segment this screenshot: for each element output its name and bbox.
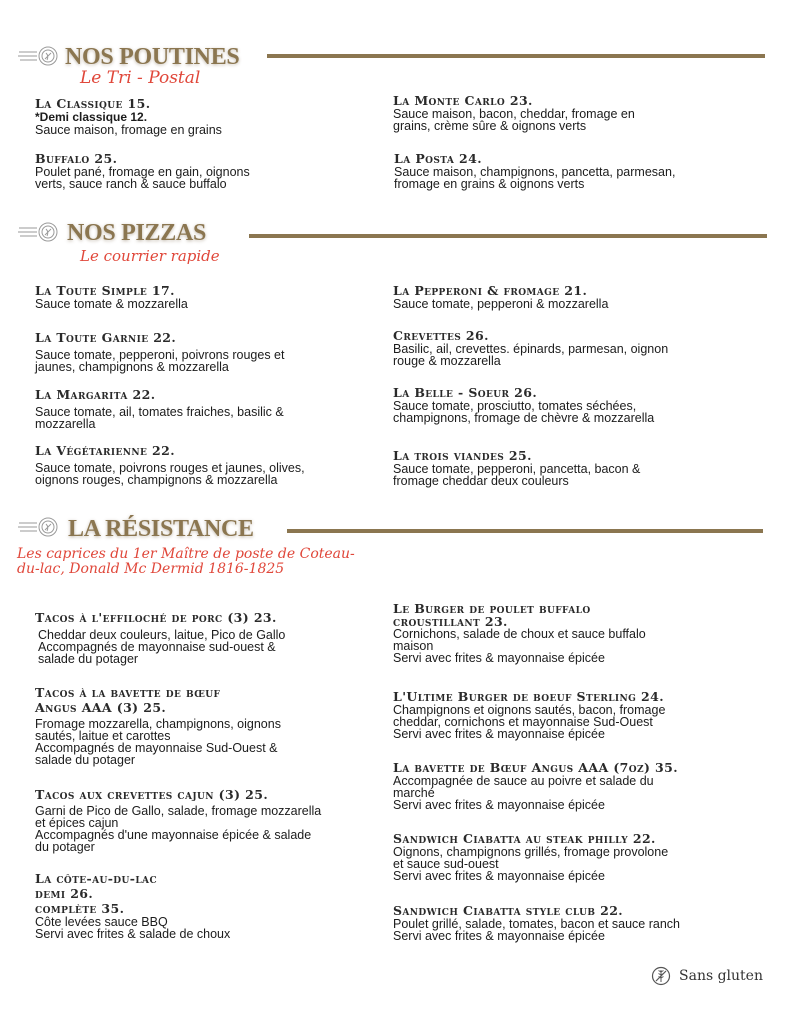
item-name: La Margarita 22. xyxy=(35,387,156,402)
section-divider xyxy=(287,529,763,533)
item-description: Cornichons, salade de choux et sauce buffalo xyxy=(393,627,646,641)
item-name: La trois viandes 25. xyxy=(393,448,532,463)
item-description: Garni de Pico de Gallo, salade, fromage mozzarella xyxy=(35,804,322,818)
section-title-pizzas: NOS PIZZAS xyxy=(67,220,207,246)
item-name: La Toute Simple 17. xyxy=(35,283,175,298)
item-name: La bavette de Bœuf Angus AAA (7oz) 35. xyxy=(393,760,678,775)
menu-item xyxy=(35,610,285,665)
item-name: La Toute Garnie 22. xyxy=(35,330,177,345)
item-name: Buffalo 25. xyxy=(35,151,118,166)
item-description: Accompagnés de mayonnaise Sud-Ouest & xyxy=(35,741,278,755)
item-description: Sauce maison, fromage en grains xyxy=(35,123,222,137)
subtitle-line: du-lac, Donald Mc Dermid 1816-1825 xyxy=(17,561,285,578)
item-description: jaunes, champignons & mozzarella xyxy=(35,360,229,374)
item-name: Le Burger de poulet buffalo xyxy=(393,601,591,616)
menu-item xyxy=(393,448,640,487)
section-title-poutines: NOS POUTINES xyxy=(65,44,240,70)
section-subtitle-pizzas: Le courrier rapide xyxy=(80,247,220,265)
menu-item xyxy=(393,283,608,310)
item-name: demi 26. xyxy=(35,886,94,901)
menu-item xyxy=(393,760,678,811)
section-divider xyxy=(267,54,765,58)
item-description: Servi avec frites & salade de choux xyxy=(35,927,231,941)
item-description: champignons, fromage de chèvre & mozzarella xyxy=(393,411,655,425)
item-description: et épices cajun xyxy=(35,816,119,830)
section-divider xyxy=(249,234,767,238)
item-description: maison xyxy=(393,639,434,653)
item-name: La Belle - Soeur 26. xyxy=(393,385,538,400)
item-description: sautés, laitue et carottes xyxy=(35,729,171,743)
menu-item xyxy=(393,93,635,132)
item-name: Tacos aux crevettes cajun (3) 25. xyxy=(35,787,269,802)
subtitle-line: Les caprices du 1er Maître de poste de Coteau- xyxy=(17,546,355,562)
item-description: Poulet grillé, salade, tomates, bacon et sauce ranch xyxy=(393,917,680,931)
item-description: Oignons, champignons grillés, fromage provolone xyxy=(393,845,669,859)
item-description: Servi avec frites & mayonnaise épicée xyxy=(393,929,605,943)
item-name: complète 35. xyxy=(35,901,125,916)
item-description: fromage en grains & oignons verts xyxy=(394,177,585,191)
item-description: salade du potager xyxy=(35,753,136,767)
menu-item xyxy=(35,387,284,430)
menu-item xyxy=(35,283,188,310)
menu-item xyxy=(393,602,646,664)
item-description: Sauce tomate & mozzarella xyxy=(35,297,188,311)
menu-item xyxy=(393,385,654,424)
item-description: marché xyxy=(393,786,435,800)
item-name: Angus AAA (3) 25. xyxy=(35,700,167,715)
item-description: Sauce maison, champignons, pancetta, parmesan, xyxy=(394,165,676,179)
item-name: L'Ultime Burger de boeuf Sterling 24. xyxy=(393,689,664,704)
item-name: Crevettes 26. xyxy=(393,328,489,343)
item-description: Côte levées sauce BBQ xyxy=(35,915,168,929)
item-description: Sauce tomate, pepperoni, pancetta, bacon & xyxy=(393,462,641,476)
menu-item xyxy=(35,96,222,136)
item-description: Basilic, ail, crevettes. épinards, parmesan, oignon xyxy=(393,342,669,356)
item-description: Accompagnés de mayonnaise sud-ouest & xyxy=(38,640,276,654)
item-name: Sandwich Ciabatta au steak philly 22. xyxy=(393,831,656,846)
postmark-stamp-icon xyxy=(17,220,63,244)
item-description: Poulet pané, fromage en gain, oignons xyxy=(35,165,250,179)
menu-item xyxy=(35,330,284,373)
item-description: mozzarella xyxy=(35,417,96,431)
postmark-stamp-icon xyxy=(17,515,63,539)
item-description: Sauce tomate, pepperoni & mozzarella xyxy=(393,297,609,311)
legend-label: Sans gluten xyxy=(679,968,763,984)
section-subtitle-poutines: Le Tri - Postal xyxy=(80,68,201,88)
menu-item xyxy=(393,689,665,740)
item-description: Sauce tomate, prosciutto, tomates séchées, xyxy=(393,399,637,413)
item-name: La Monte Carlo 23. xyxy=(393,93,533,108)
section-subtitle-resistance xyxy=(17,547,355,578)
item-name: La Classique 15. xyxy=(35,96,151,111)
item-description: Accompagnée de sauce au poivre et salade du xyxy=(393,774,654,788)
gluten-free-icon xyxy=(651,966,671,986)
item-description: Accompagnés d'une mayonnaise épicée & salade xyxy=(35,828,312,842)
item-description: Servi avec frites & mayonnaise épicée xyxy=(393,727,605,741)
item-name: Tacos à la bavette de bœuf xyxy=(35,685,221,700)
item-name: La Pepperoni & fromage 21. xyxy=(393,283,588,298)
item-description: Sauce maison, bacon, cheddar, fromage en xyxy=(393,107,635,121)
item-description: du potager xyxy=(35,840,95,854)
item-description: grains, crème sûre & oignons verts xyxy=(393,119,587,133)
item-description: Champignons et oignons sautés, bacon, fromage xyxy=(393,703,666,717)
menu-item xyxy=(35,685,281,766)
item-name: La côte-au-du-lac xyxy=(35,871,158,886)
section-title-resistance: LA RÉSISTANCE xyxy=(68,516,254,542)
menu-item xyxy=(394,151,675,190)
item-description: et sauce sud-ouest xyxy=(393,857,499,871)
item-description: salade du potager xyxy=(38,652,139,666)
menu-item xyxy=(35,787,321,853)
item-name: Tacos à l'effiloché de porc (3) 23. xyxy=(35,610,277,625)
item-description: Sauce tomate, ail, tomates fraiches, basilic & xyxy=(35,405,284,419)
item-description: verts, sauce ranch & sauce buffalo xyxy=(35,177,227,191)
item-description: Cheddar deux couleurs, laitue, Pico de Gallo xyxy=(38,628,286,642)
menu-item xyxy=(35,871,230,940)
item-description: Sauce tomate, poivrons rouges et jaunes, olives, xyxy=(35,461,305,475)
item-description: oignons rouges, champignons & mozzarella xyxy=(35,473,278,487)
menu-item xyxy=(393,903,680,942)
item-name: Sandwich Ciabatta style club 22. xyxy=(393,903,624,918)
menu-item xyxy=(35,443,305,486)
menu-item xyxy=(35,151,250,190)
item-description: rouge & mozzarella xyxy=(393,354,501,368)
item-description: Sauce tomate, pepperoni, poivrons rouges et xyxy=(35,348,285,362)
postmark-stamp-icon xyxy=(17,44,63,68)
item-name: La Végétarienne 22. xyxy=(35,443,175,458)
legend-gluten-free xyxy=(651,966,763,986)
menu-item xyxy=(393,328,668,367)
item-variant: *Demi classique 12. xyxy=(35,110,148,124)
item-description: fromage cheddar deux couleurs xyxy=(393,474,569,488)
item-name: La Posta 24. xyxy=(394,151,482,166)
item-name: croustillant 23. xyxy=(393,614,508,629)
item-description: Servi avec frites & mayonnaise épicée xyxy=(393,869,605,883)
item-description: Fromage mozzarella, champignons, oignons xyxy=(35,717,281,731)
menu-item xyxy=(393,831,668,882)
item-description: Servi avec frites & mayonnaise épicée xyxy=(393,798,605,812)
item-description: Servi avec frites & mayonnaise épicée xyxy=(393,651,605,665)
item-description: cheddar, cornichons et mayonnaise Sud-Ouest xyxy=(393,715,653,729)
